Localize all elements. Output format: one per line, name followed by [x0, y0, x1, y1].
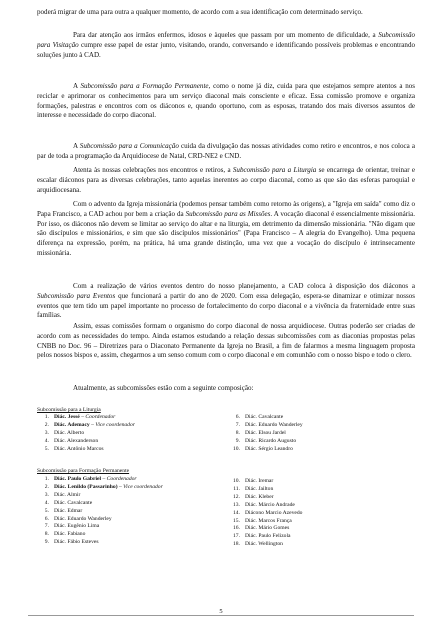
member-number: 9. — [235, 437, 240, 444]
member-row — [228, 430, 303, 438]
paragraph-comunicacao — [37, 142, 415, 162]
footer-divider — [28, 615, 414, 616]
liturgia-list-left — [37, 414, 135, 454]
formacao-list-left — [37, 476, 163, 547]
member-row — [228, 510, 302, 518]
member-row — [228, 446, 303, 454]
member-name: Diác. Jailton — [245, 485, 274, 492]
member-row — [37, 531, 163, 539]
paragraph-intro — [37, 8, 415, 18]
member-number: 5. — [44, 445, 49, 452]
member-name: Diác. Marcos França — [245, 517, 292, 524]
member-role: – Coordenador — [101, 476, 137, 482]
member-row — [37, 516, 163, 524]
paragraph-text: A — [73, 82, 81, 90]
member-name: Diác. Antônio Marcos — [54, 445, 104, 452]
member-row — [228, 414, 303, 422]
member-row — [228, 422, 303, 430]
member-row — [37, 446, 135, 454]
member-name: Diác. Mário Gomes — [245, 525, 290, 532]
member-number: 13. — [233, 501, 240, 508]
member-role: – Vice coordenador — [117, 483, 163, 490]
paragraph-text: se encarrega de orientar, treinar e escalar diáconos para as diversas celebrações, tanto aquelas inerentes ao corpo diaconal, como as que são das esferas paroquial e arquidiocesana. — [37, 166, 415, 194]
member-row — [37, 523, 163, 531]
member-row — [228, 494, 302, 502]
liturgia-list-title: Subcomissão para a Liturgia — [37, 407, 101, 413]
member-number: 3. — [44, 429, 49, 436]
member-name: Diác. Eduardo Wanderley — [245, 421, 303, 428]
member-number: 18. — [233, 541, 240, 548]
member-number: 16. — [233, 525, 240, 532]
page-number: 5 — [219, 608, 223, 615]
member-row — [228, 518, 302, 526]
member-name: Diác. Alberto — [54, 429, 85, 436]
member-row — [228, 438, 303, 446]
paragraph-text: Com o advento da Igreja missionária (podemos pensar também como retorno às origens), a "Igreja em saída" como diz o Papa Francisco, a CAD achou por bem a criação da — [37, 200, 415, 218]
member-number: 2. — [44, 483, 49, 490]
formacao-list-title: Subcomissão para Formação Permanente — [37, 468, 130, 474]
paragraph-conclusao — [37, 322, 415, 361]
liturgia-list-right — [228, 414, 303, 454]
member-name: Diác. Cavalcante — [245, 414, 284, 420]
member-row — [228, 525, 302, 533]
member-row — [37, 484, 163, 492]
paragraph-text: cumpre esse papel de estar junto, visitando, orando, conversando e identificando possíveis problemas e encontrando soluções junto à CAD. — [37, 40, 416, 59]
member-row — [228, 502, 302, 510]
paragraph-missoes — [37, 200, 415, 259]
member-number: 17. — [233, 533, 240, 540]
member-number: 6. — [44, 515, 49, 522]
subcommission-name: Subcomissão para a Comunicação — [79, 142, 179, 150]
member-name: Diác. Iremar — [245, 478, 274, 484]
member-name: Diác. Paulo Gabriel — [54, 476, 102, 482]
member-number: 15. — [233, 517, 240, 524]
paragraph-text: , como o nome já diz, cuida para que estejamos sempre atentos a nos reciclar e aprimorar os conhecimentos para um serviço diaconal mais consciente e eficaz. Essa comissão promove e organiza formações, palestras e encontros com os diáconos e, quando oportuno, com as esposas, tratando dos mais diversos assuntos de interesse e necessidade do corpo diaconal. — [37, 82, 416, 120]
member-number: 1. — [44, 414, 49, 420]
paragraph-composicao — [37, 384, 415, 394]
subcommission-name: Subcomissão para a Formação Permanente — [80, 82, 209, 90]
member-row — [228, 533, 302, 541]
member-number: 7. — [44, 523, 49, 530]
member-name: Diác. Fábio Esteves — [54, 539, 99, 546]
member-row — [37, 500, 163, 508]
paragraph-text: A — [73, 142, 80, 150]
member-name: Diác. Sérgio Leandro — [245, 445, 293, 452]
paragraph-text: poderá migrar de uma para outra a qualquer momento, de acordo com a sua identificação com determinado serviço. — [37, 8, 363, 16]
paragraph-text: Atenta às nossas celebrações nos encontros e retiros, a — [73, 166, 233, 174]
member-name: Diác. Jessé — [54, 414, 80, 420]
subcommission-name: Subcomissão para Eventos — [37, 291, 116, 300]
member-number: 3. — [44, 491, 49, 498]
member-number: 14. — [233, 509, 240, 516]
paragraph-liturgia — [37, 166, 415, 195]
member-name: Diác. Eugênio Lima — [54, 523, 100, 530]
member-name: Diác. Márcio Andrade — [245, 501, 295, 508]
paragraph-text: que funcionará a partir do ano de 2020. Com essa delegação, espera-se dinamizar e otimizar nossos eventos que tem tido um papel importante no processo de fortalecimento do corpo diaconal e a vivência da fraternidade entre suas famílias. — [37, 291, 415, 320]
member-row — [37, 492, 163, 500]
member-number: 8. — [44, 531, 49, 538]
member-name: Diác. Lenildo (Passarinho) — [54, 483, 118, 490]
paragraph-text: cuida da divulgação das nossas atividades como retiro e encontros, e nos coloca a par de toda a programação da Arquidiocese de Natal, CRD-NE2 e CND. — [37, 142, 415, 160]
member-row — [37, 430, 135, 438]
paragraph-text: Para dar atenção aos irmãos enfermos, idosos e àqueles que passam por um momento de dificuldade, a — [73, 31, 379, 39]
paragraph-visitacao — [37, 31, 415, 60]
member-name: Diác. Paulo Felizola — [245, 533, 291, 540]
paragraph-text: . A vocação diaconal é essencialmente missionária. Por isso, os diáconos não devem se limitar ao serviço do altar e na liturgia, em detrimento da dimensão missionária. "Não digam que são discípulos e missionários, e sim que são discípulos missionários" (Papa Francisco – A alegria do Evangelho). Uma pequena diferença na expressão, porém, na prática, há uma grande distinção, uma vez que a vocação do discípulo é intrinsecamente missionária. — [37, 209, 416, 257]
member-number: 4. — [44, 499, 49, 506]
member-role: – Coordenador — [79, 414, 116, 420]
subcommission-name: Subcomissão para a Liturgia — [232, 166, 317, 174]
member-row — [37, 508, 163, 516]
member-row — [228, 541, 302, 549]
member-name: Diác. Edmar — [54, 507, 83, 514]
member-name: Diác. Almir — [54, 491, 81, 498]
member-number: 6. — [235, 414, 240, 420]
paragraph-formacao — [37, 82, 415, 121]
member-number: 8. — [235, 429, 240, 436]
member-row — [228, 486, 302, 494]
member-name: Diác. Cavalcante — [54, 499, 93, 506]
member-name: Diác. Eduardo Wanderley — [54, 515, 112, 522]
formacao-list-right — [228, 478, 302, 549]
member-row — [37, 476, 163, 484]
member-number: 5. — [44, 507, 49, 514]
paragraph-eventos — [37, 282, 415, 321]
member-row — [228, 478, 302, 486]
member-row — [37, 438, 135, 446]
member-number: 4. — [44, 437, 49, 444]
member-name: Diác. Ademacy — [54, 421, 90, 428]
member-role: – Vice coordenador — [89, 421, 135, 428]
member-number: 11. — [233, 485, 240, 492]
member-number: 9. — [44, 539, 49, 546]
member-name: Diác. Ricardo Augusto — [245, 437, 297, 444]
member-row — [37, 414, 135, 422]
member-number: 10. — [233, 478, 240, 484]
member-number: 10. — [233, 445, 240, 452]
member-row — [37, 422, 135, 430]
paragraph-text: Atualmente, as subcomissões estão com a seguinte composição: — [73, 384, 254, 392]
member-row — [37, 539, 163, 547]
member-name: Diác. Elsou Jardel — [245, 429, 286, 436]
paragraph-text: Com a realização de vários eventos dentro do nosso planejamento, a CAD coloca à disposição dos diáconos a — [73, 282, 415, 290]
member-name: Diácono Marcio Azevedo — [245, 509, 303, 516]
member-number: 7. — [235, 421, 240, 428]
member-name: Diác. Kleber — [245, 493, 274, 500]
member-name: Diác. Alexanderson — [54, 437, 99, 444]
member-number: 12. — [233, 493, 240, 500]
member-number: 1. — [44, 476, 49, 482]
member-number: 2. — [44, 421, 49, 428]
paragraph-text: Assim, essas comissões formam o organismo do corpo diaconal de nossa arquidiocese. Outras poderão ser criadas de acordo com as necessidades do tempo. Ainda estamos estudando a relação dessas subcomissões com as diaconias propostas pelas CNBB no Doc. 96 – Diretrizes para o Diaconato Permanente da Igreja no Brasil, a fim de falarmos a mesma linguagem proposta pelos nossos bispos e, assim, chegarmos a um senso comum com o corpo diaconal e em comunhão com o nosso bispo e todo o clero. — [37, 322, 415, 360]
member-name: Diác. Fabiano — [54, 531, 86, 538]
subcommission-name: Subcomissão para Visitação — [37, 31, 415, 49]
member-name: Diác. Wellington — [245, 541, 283, 548]
subcommission-name: Subcomissão para as Missões — [185, 209, 271, 218]
